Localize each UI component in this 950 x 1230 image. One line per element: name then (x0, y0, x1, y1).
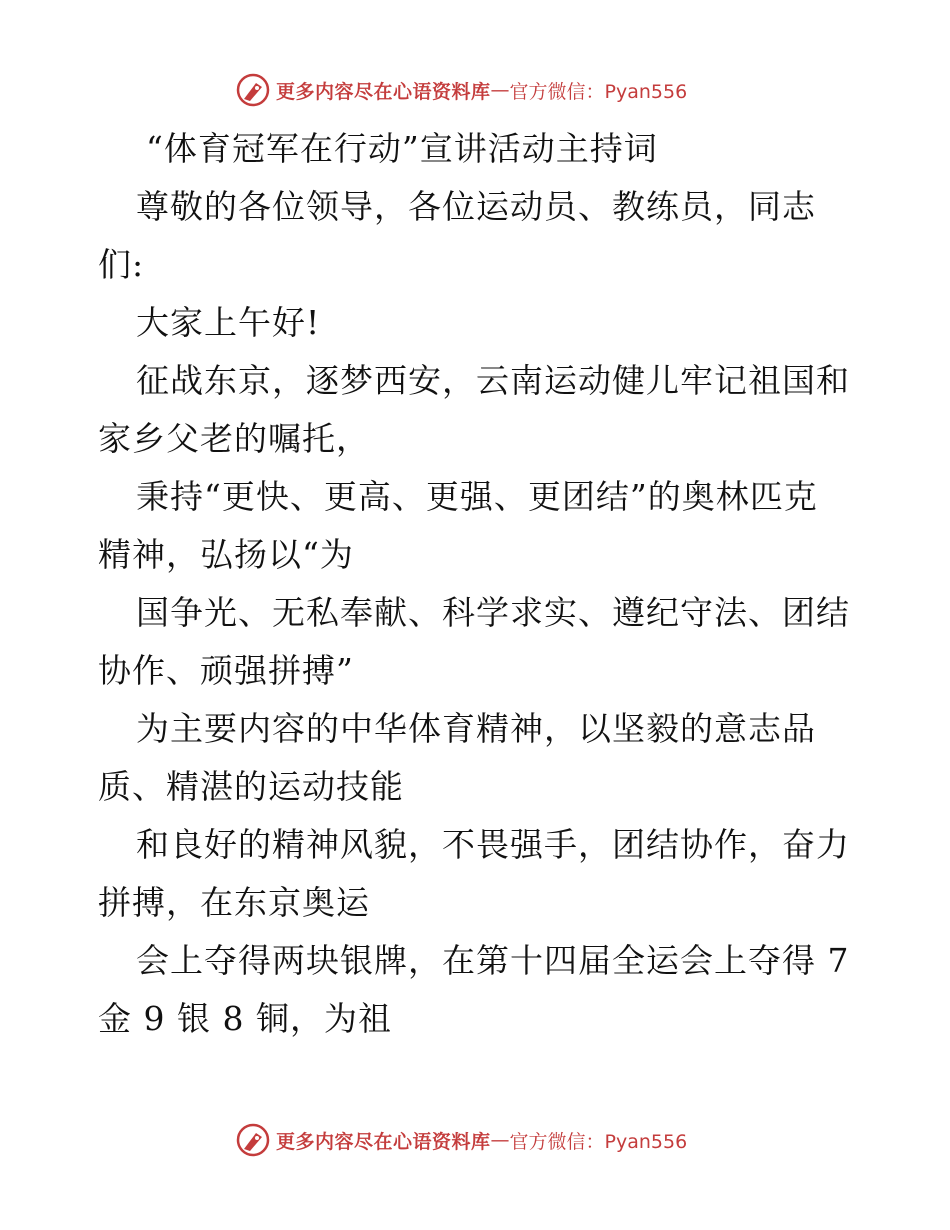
footer-banner (236, 1120, 756, 1160)
banner-separator: — (490, 1129, 510, 1151)
banner-separator: — (490, 79, 510, 101)
pen-nib-logo-icon (236, 1123, 270, 1157)
paragraph-line: 秉持“更快、更高、更强、更团结”的奥林匹克 (136, 477, 818, 516)
header-banner (236, 70, 756, 110)
paragraph-line: 精神，弘扬以“为 (98, 535, 354, 574)
paragraph-line: 大家上午好! (136, 303, 321, 342)
paragraph-line: 质、精湛的运动技能 (98, 767, 404, 806)
paragraph-line: 尊敬的各位领导，各位运动员、教练员，同志 (136, 187, 816, 226)
pen-nib-logo-icon (236, 73, 270, 107)
paragraph-line: 国争光、无私奉献、科学求实、遵纪守法、团结 (136, 593, 850, 632)
document-body (98, 120, 858, 1048)
document-title: “体育冠军在行动”宣讲活动主持词 (146, 129, 658, 168)
paragraph-line: 家乡父老的嘱托， (98, 419, 370, 458)
paragraph-line: 拼搏，在东京奥运 (98, 883, 370, 922)
paragraph-line: 为主要内容的中华体育精神，以坚毅的意志品 (136, 709, 816, 748)
banner-text: 更多内容尽在心语资料库 (276, 1130, 491, 1153)
paragraph-line: 征战东京，逐梦西安，云南运动健儿牢记祖国和 (136, 361, 850, 400)
paragraph-line: 们: (98, 245, 145, 284)
banner-text: 更多内容尽在心语资料库 (276, 80, 491, 103)
paragraph-line: 协作、顽强拼搏” (98, 651, 354, 690)
paragraph-line: 和良好的精神风貌，不畏强手，团结协作，奋力 (136, 825, 850, 864)
banner-wechat: 官方微信：Pyan556 (509, 80, 688, 103)
banner-wechat: 官方微信：Pyan556 (509, 1130, 688, 1153)
paragraph-line: 会上夺得两块银牌，在第十四届全运会上夺得 7 (136, 941, 850, 980)
paragraph-line: 金 9 银 8 铜，为祖 (98, 999, 392, 1038)
